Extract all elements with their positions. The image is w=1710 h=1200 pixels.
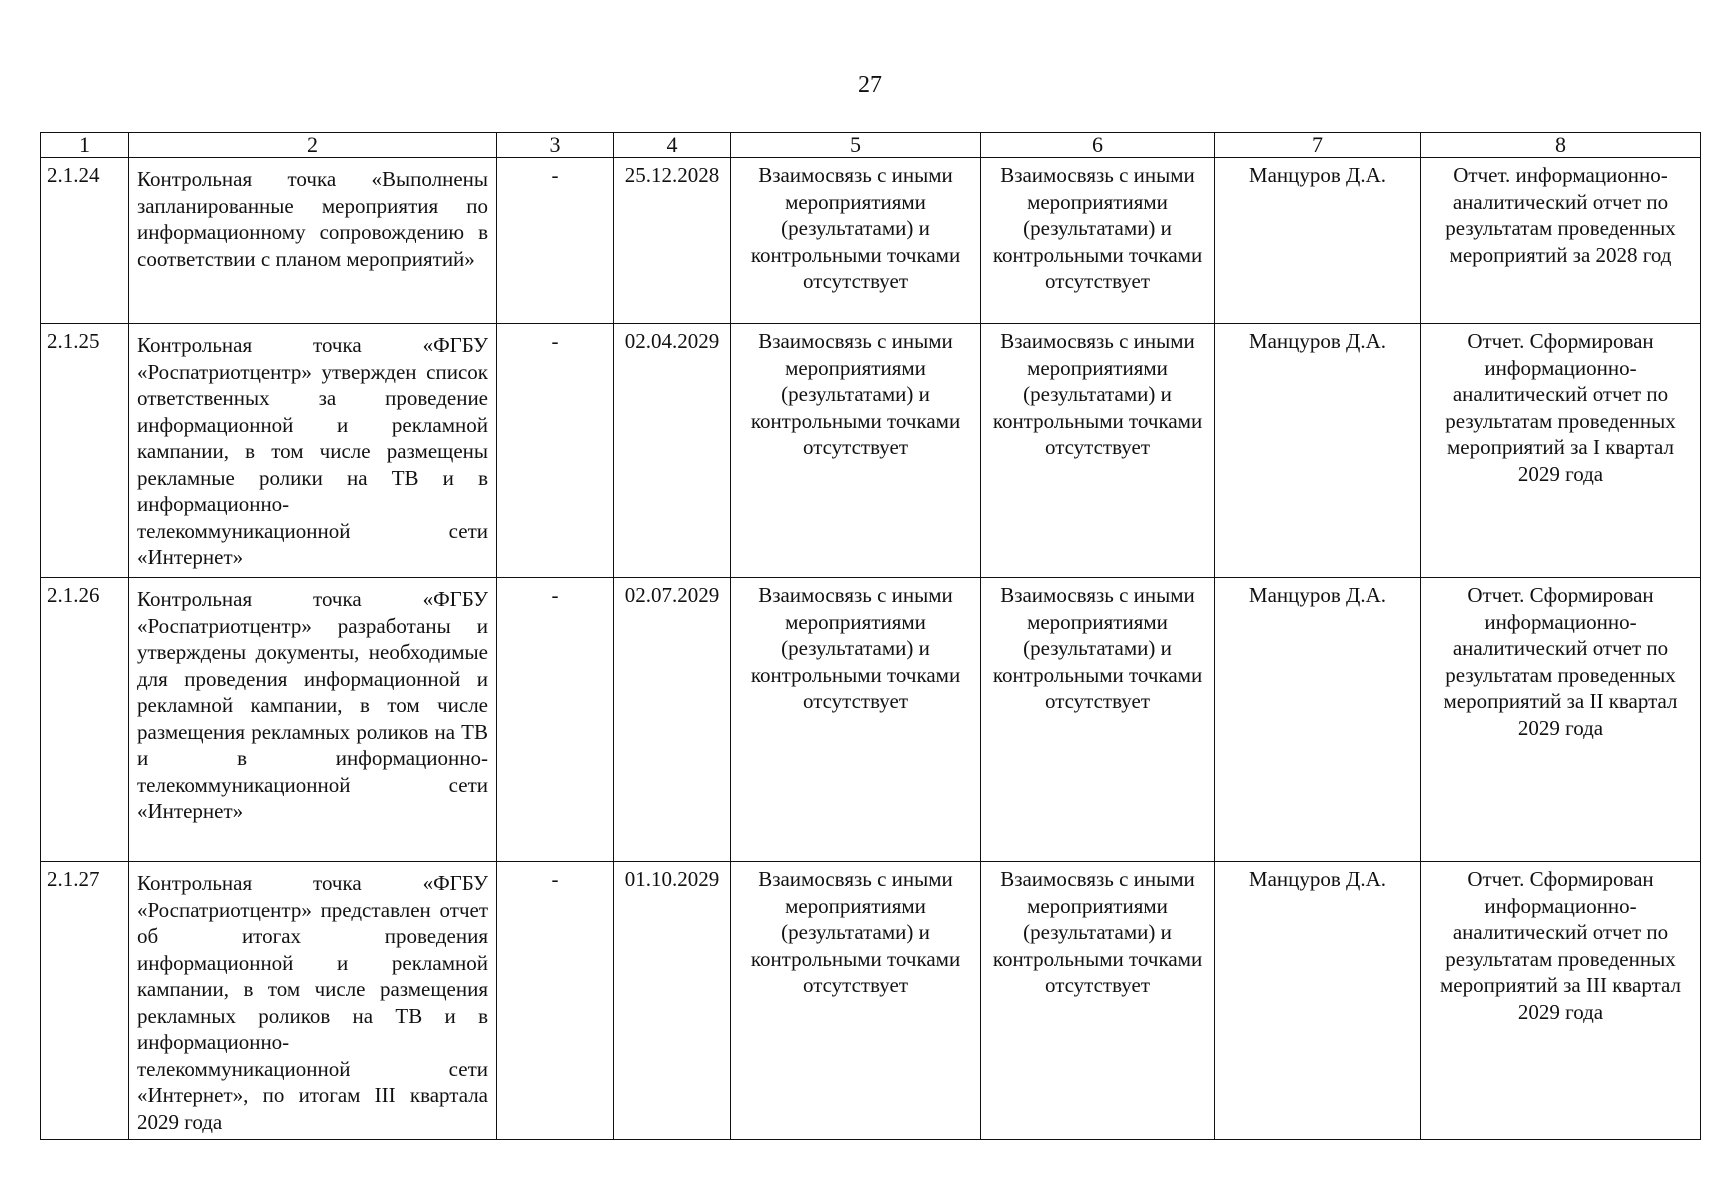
column-header: 1 [41,133,129,158]
item-col3: - [497,862,614,1140]
item-description: Контрольная точка «ФГБУ «Роспатриотцентр» представлен отчет об итогах проведения информационной и рекламной кампании, в том числе размещения рекламных роликов на ТВ и в информационно-телекоммуникационной сети «Интернет», по итогам III квартала 2029 года [129,862,497,1140]
item-number: 2.1.27 [41,862,129,1140]
header-row [41,133,1701,158]
item-result: Отчет. Сформирован информационно-аналитический отчет по результатам проведенных мероприятий за III квартал 2029 года [1421,862,1701,1140]
item-relation-5: Взаимосвязь с иными мероприятиями (результатами) и контрольными точками отсутствует [731,324,981,578]
item-responsible: Манцуров Д.А. [1215,324,1421,578]
item-col3: - [497,158,614,324]
column-header: 5 [731,133,981,158]
item-responsible: Манцуров Д.А. [1215,158,1421,324]
item-relation-6: Взаимосвязь с иными мероприятиями (результатами) и контрольными точками отсутствует [981,862,1215,1140]
item-relation-5: Взаимосвязь с иными мероприятиями (результатами) и контрольными точками отсутствует [731,158,981,324]
item-col3: - [497,324,614,578]
item-relation-6: Взаимосвязь с иными мероприятиями (результатами) и контрольными точками отсутствует [981,158,1215,324]
table-row [41,158,1701,324]
table-row [41,324,1701,578]
item-date: 01.10.2029 [614,862,731,1140]
item-number: 2.1.25 [41,324,129,578]
item-result: Отчет. Сформирован информационно-аналитический отчет по результатам проведенных мероприятий за II квартал 2029 года [1421,578,1701,862]
column-header: 7 [1215,133,1421,158]
item-date: 02.07.2029 [614,578,731,862]
column-header: 4 [614,133,731,158]
item-result: Отчет. информационно-аналитический отчет по результатам проведенных мероприятий за 2028 год [1421,158,1701,324]
page-number: 27 [858,72,882,98]
item-description: Контрольная точка «Выполнены запланированные мероприятия по информационному сопровождению в соответствии с планом мероприятий» [129,158,497,324]
column-header: 3 [497,133,614,158]
item-responsible: Манцуров Д.А. [1215,862,1421,1140]
item-col3: - [497,578,614,862]
item-number: 2.1.26 [41,578,129,862]
item-relation-5: Взаимосвязь с иными мероприятиями (результатами) и контрольными точками отсутствует [731,862,981,1140]
table-row [41,862,1701,1140]
item-result: Отчет. Сформирован информационно-аналитический отчет по результатам проведенных мероприятий за I квартал 2029 года [1421,324,1701,578]
item-number: 2.1.24 [41,158,129,324]
item-description: Контрольная точка «ФГБУ «Роспатриотцентр» разработаны и утверждены документы, необходимые для проведения информационной и рекламной кампании, в том числе размещения рекламных роликов на ТВ и в информационно-телекоммуникационной сети «Интернет» [129,578,497,862]
column-header: 2 [129,133,497,158]
item-date: 25.12.2028 [614,158,731,324]
column-header: 8 [1421,133,1701,158]
table-row [41,578,1701,862]
column-header: 6 [981,133,1215,158]
item-date: 02.04.2029 [614,324,731,578]
item-relation-6: Взаимосвязь с иными мероприятиями (результатами) и контрольными точками отсутствует [981,578,1215,862]
item-responsible: Манцуров Д.А. [1215,578,1421,862]
plan-table [40,132,1701,1140]
item-relation-5: Взаимосвязь с иными мероприятиями (результатами) и контрольными точками отсутствует [731,578,981,862]
item-description: Контрольная точка «ФГБУ «Роспатриотцентр» утвержден список ответственных за проведение информационной и рекламной кампании, в том числе размещены рекламные ролики на ТВ и в информационно-телекоммуникационной сети «Интернет» [129,324,497,578]
item-relation-6: Взаимосвязь с иными мероприятиями (результатами) и контрольными точками отсутствует [981,324,1215,578]
